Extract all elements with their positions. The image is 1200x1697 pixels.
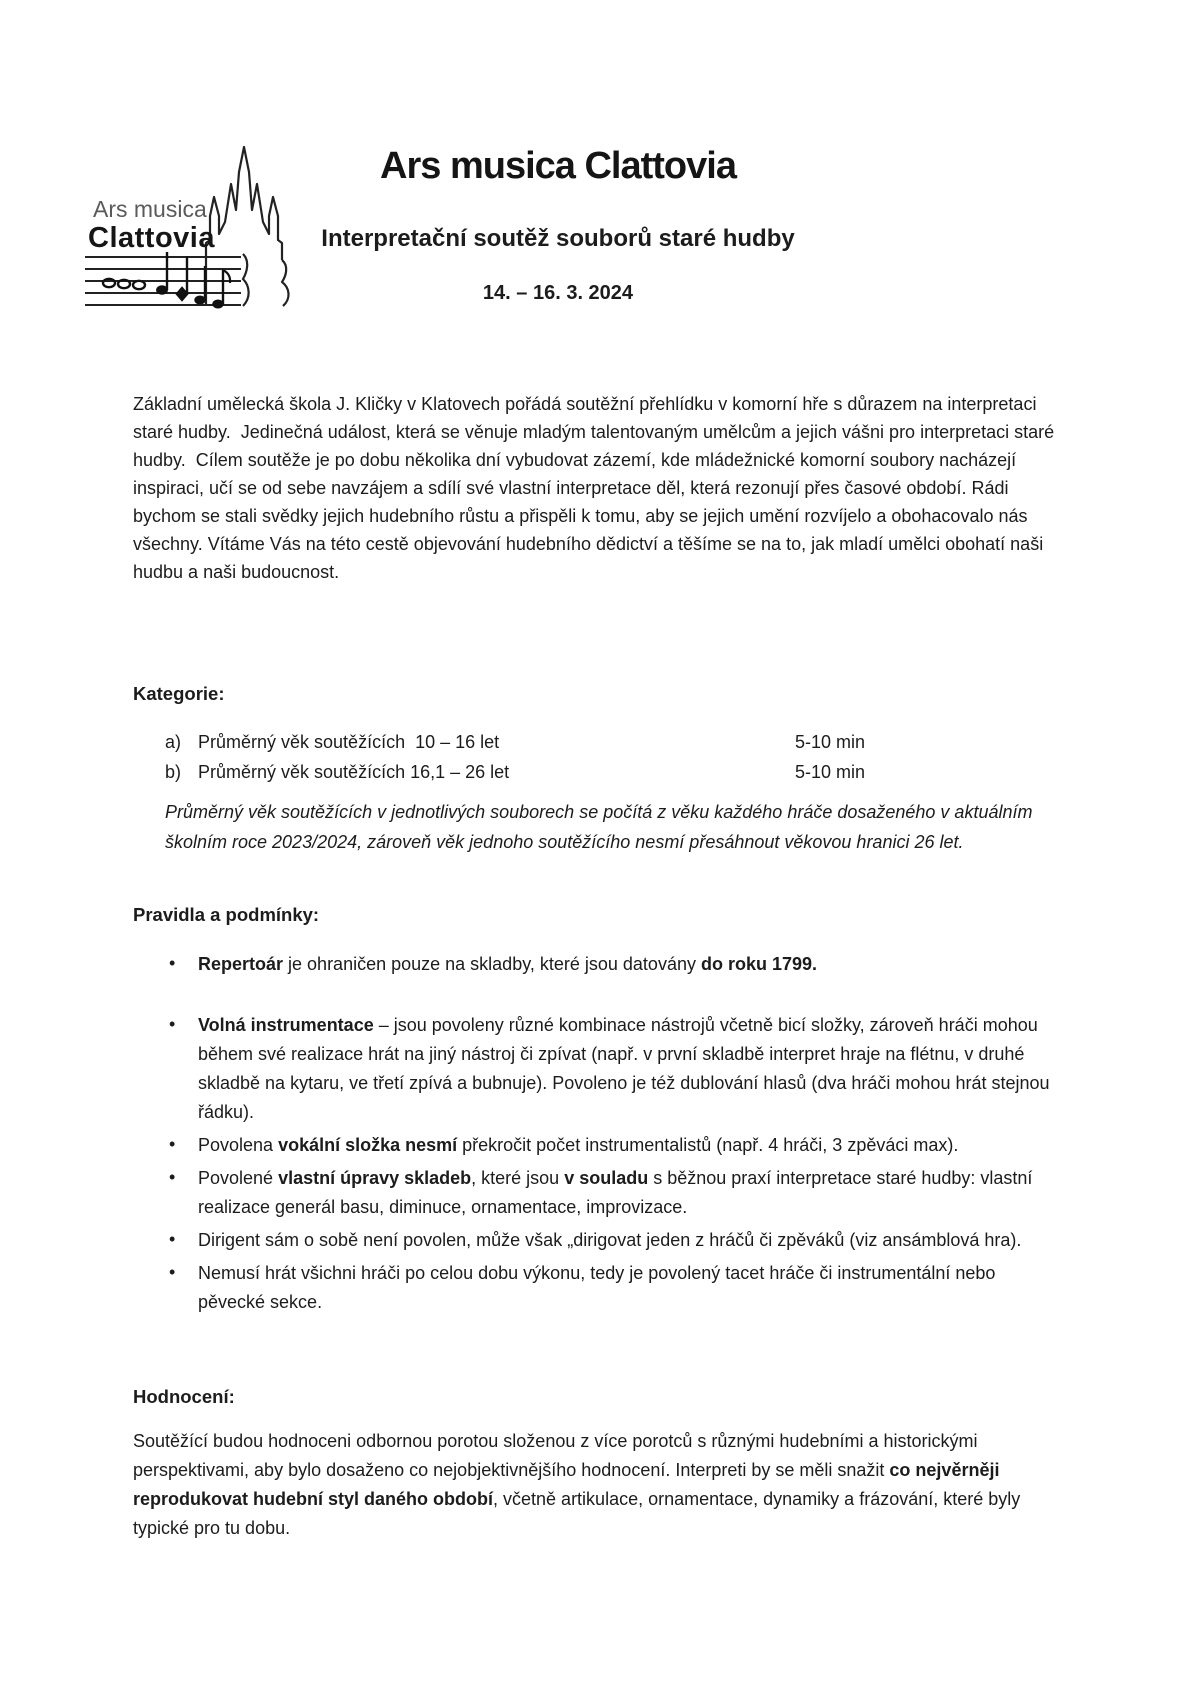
- bullet-icon: •: [169, 1167, 176, 1187]
- logo-staff-icon: [85, 257, 241, 305]
- bullet-icon: •: [169, 1262, 176, 1282]
- rule-item: [133, 1164, 1061, 1222]
- rule-item: [133, 1226, 1061, 1255]
- rules-list: [133, 950, 1061, 1321]
- intro-paragraph: Základní umělecká škola J. Kličky v Klatovech pořádá soutěžní přehlídku v komorní hře s důrazem na interpretaci staré hudby. Jedinečná událost, která se věnuje mladým talentovaným umělcům a jejich vášni pro interpretaci staré hudby. Cílem soutěže je po dobu několika dní vybudovat zázemí, kde mládežnické komorní soubory nacházejí inspiraci, učí se od sebe navzájem a sdílí své vlastní interpretace děl, která rezonují přes časové období. Rádi bychom se stali svědky jejich hudebního růstu a přispěli k tomu, aby se jejich umění rozvíjelo a obohacovalo nás všechny. Vítáme Vás na této cestě objevování hudebního dědictví a těšíme se na to, jak mladí umělci obohatí naši hudbu a naši budoucnost.: [133, 394, 1060, 582]
- category-marker: b): [165, 762, 182, 782]
- bullet-icon: •: [169, 953, 176, 973]
- logo-line2: Clattovia: [88, 222, 215, 254]
- category-duration: 5-10 min: [795, 762, 866, 782]
- rule-text: Dirigent sám o sobě není povolen, může však „dirigovat jeden z hráčů či zpěváků (viz ansámblová hra).: [198, 1230, 1022, 1250]
- staff-brace-icon: [243, 254, 249, 306]
- category-item-a: [133, 727, 1061, 757]
- categories-heading: Kategorie:: [133, 683, 225, 704]
- rules-heading: Pravidla a podmínky:: [133, 904, 320, 925]
- bullet-icon: •: [169, 1229, 176, 1249]
- categories-list: [133, 727, 1061, 787]
- evaluation-heading: Hodnocení:: [133, 1386, 235, 1407]
- rule-text: Povolena vokální složka nesmí překročit počet instrumentalistů (např. 4 hráči, 3 zpěváci max).: [198, 1135, 959, 1155]
- logo-line1: Ars musica: [93, 196, 207, 222]
- categories-note: Průměrný věk soutěžících v jednotlivých souborech se počítá z věku každého hráče dosaženého v aktuálním školním roce 2023/2024, zároveň věk jednoho soutěžícího nesmí přesáhnout věkovou hranici 26 let.: [165, 802, 1033, 852]
- page-subtitle: Interpretační soutěž souborů staré hudby: [321, 225, 795, 252]
- category-duration: 5-10 min: [795, 732, 866, 752]
- logo: [85, 142, 303, 310]
- rule-item: [133, 1011, 1061, 1127]
- category-marker: a): [165, 732, 182, 752]
- rule-text: Volná instrumentace – jsou povoleny různé kombinace nástrojů včetně bicí složky, zároveň hráči mohou během své realizace hrát na jiný nástroj či zpívat (např. v první skladbě interpret hraje na flétnu, v druhé skladbě na kytaru, ve třetí zpívá a bubnuje). Povoleno je též dublování hlasů (dva hráči mohou hrát stejnou řádku).: [198, 1015, 1050, 1122]
- category-text: Průměrný věk soutěžících 10 – 16 let: [198, 732, 500, 752]
- rule-text: Repertoár je ohraničen pouze na skladby, které jsou datovány do roku 1799.: [198, 954, 818, 974]
- category-text: Průměrný věk soutěžících 16,1 – 26 let: [198, 762, 510, 782]
- header-text-block: [298, 145, 818, 305]
- rule-item: [133, 950, 1061, 979]
- rule-item: [133, 1259, 1061, 1317]
- category-item-b: [133, 757, 1061, 787]
- bullet-icon: •: [169, 1014, 176, 1034]
- logo-tower-icon: [206, 147, 289, 306]
- document-header: [0, 0, 1200, 330]
- page-title: Ars musica Clattovia: [380, 145, 736, 187]
- rule-text: Nemusí hrát všichni hráči po celou dobu výkonu, tedy je povolený tacet hráče či instrumentální nebo pěvecké sekce.: [198, 1263, 996, 1312]
- rule-item: [133, 1131, 1061, 1160]
- logo-graphic: [85, 142, 303, 310]
- rule-text: Povolené vlastní úpravy skladeb, které jsou v souladu s běžnou praxí interpretace staré hudby: vlastní realizace generál basu, diminuce, ornamentace, improvizace.: [198, 1168, 1033, 1217]
- evaluation-paragraph: Soutěžící budou hodnoceni odbornou porotou složenou z více porotců s různými hudebními a historickými perspektivami, aby bylo dosaženo co nejobjektivnějšího hodnocení. Interpreti by se měli snažit co nejvěrněji reprodukovat hudební styl daného období, včetně artikulace, ornamentace, dynamiky a frázování, které byly typické pro tu dobu.: [133, 1431, 1021, 1538]
- event-date: 14. – 16. 3. 2024: [482, 282, 634, 304]
- bullet-icon: •: [169, 1134, 176, 1154]
